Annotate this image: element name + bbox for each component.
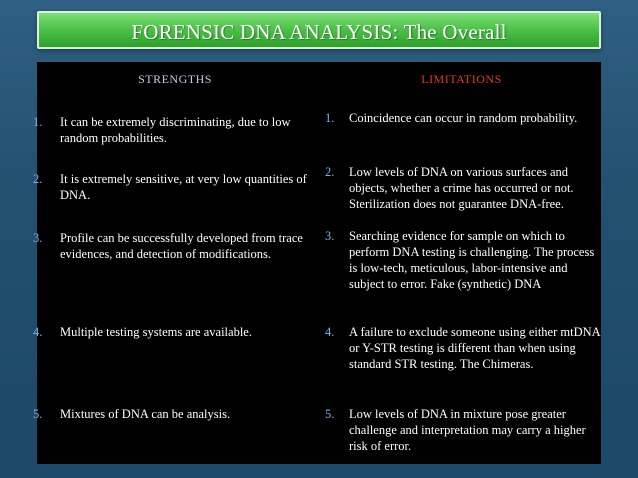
strength-text: Mixtures of DNA can be analysis. [60, 407, 231, 421]
list-number: 1. [325, 111, 335, 125]
limitation-text: Searching evidence for sample on which to perform DNA testing is challenging. The process is low-tech, meticulous, labor-intensive and subject to error. Fake (synthetic) DNA [349, 229, 595, 291]
list-number: 2. [325, 165, 335, 179]
list-number: 5. [325, 407, 335, 421]
slide-title-bar [37, 11, 601, 49]
strengths-header: STRENGTHS [138, 72, 212, 86]
strength-text: It can be extremely discriminating, due to low random probabilities. [60, 115, 291, 145]
limitation-text: A failure to exclude someone using either mtDNA or Y-STR testing is different than when using standard STR testing. The Chimeras. [349, 325, 600, 371]
list-number: 4. [325, 325, 335, 339]
strength-text: Multiple testing systems are available. [60, 325, 252, 339]
limitation-text: Low levels of DNA on various surfaces and objects, whether a crime has occurred or not. Sterilization does not guarantee DNA-free. [349, 165, 574, 211]
strength-text: Profile can be successfully developed from trace evidences, and detection of modifications. [60, 231, 303, 261]
list-number: 4. [33, 325, 43, 339]
list-number: 1. [33, 115, 43, 129]
list-number: 3. [33, 231, 43, 245]
comparison-table [33, 62, 601, 464]
limitation-text: Coincidence can occur in random probability. [349, 111, 578, 125]
list-number: 3. [325, 229, 335, 243]
list-number: 2. [33, 172, 43, 186]
list-number: 5. [33, 407, 43, 421]
limitation-text: Low levels of DNA in mixture pose greater challenge and interpretation may carry a higher risk of error. [349, 407, 586, 453]
limitations-header: LIMITATIONS [421, 72, 502, 86]
strength-text: It is extremely sensitive, at very low quantities of DNA. [60, 172, 307, 202]
slide-title: FORENSIC DNA ANALYSIS: The Overall [131, 20, 507, 44]
